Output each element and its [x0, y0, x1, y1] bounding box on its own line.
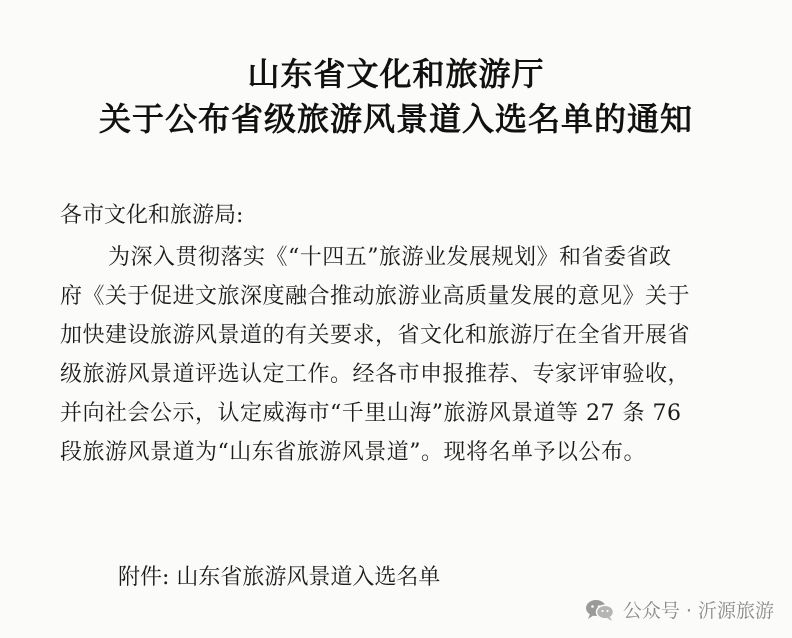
- document-title-subject: 关于公布省级旅游风景道入选名单的通知: [98, 100, 693, 138]
- body-line: 级旅游风景道评选认定工作。经各市申报推荐、专家评审验收，: [60, 362, 691, 387]
- wechat-icon: [585, 598, 615, 622]
- attachment-note: 附件: 山东省旅游风景道入选名单: [118, 565, 441, 590]
- body-line: 为深入贯彻落实《“十四五”旅游业发展规划》和省委省政: [108, 245, 672, 270]
- wechat-watermark: [585, 596, 774, 623]
- watermark-text: 公众号 · 沂源旅游: [622, 600, 774, 622]
- body-line: 段旅游风景道为“山东省旅游风景道”。现将名单予以公布。: [60, 440, 646, 465]
- body-line: 并向社会公示，认定威海市“千里山海”旅游风景道等 27 条 76: [60, 401, 682, 426]
- document-title-issuer: 山东省文化和旅游厅: [247, 55, 545, 93]
- body-line: 加快建设旅游风景道的有关要求，省文化和旅游厅在全省开展省: [60, 323, 691, 348]
- salutation: 各市文化和旅游局:: [60, 203, 244, 228]
- body-line: 府《关于促进文旅深度融合推动旅游业高质量发展的意见》关于: [60, 284, 691, 309]
- body-paragraph: [60, 238, 750, 472]
